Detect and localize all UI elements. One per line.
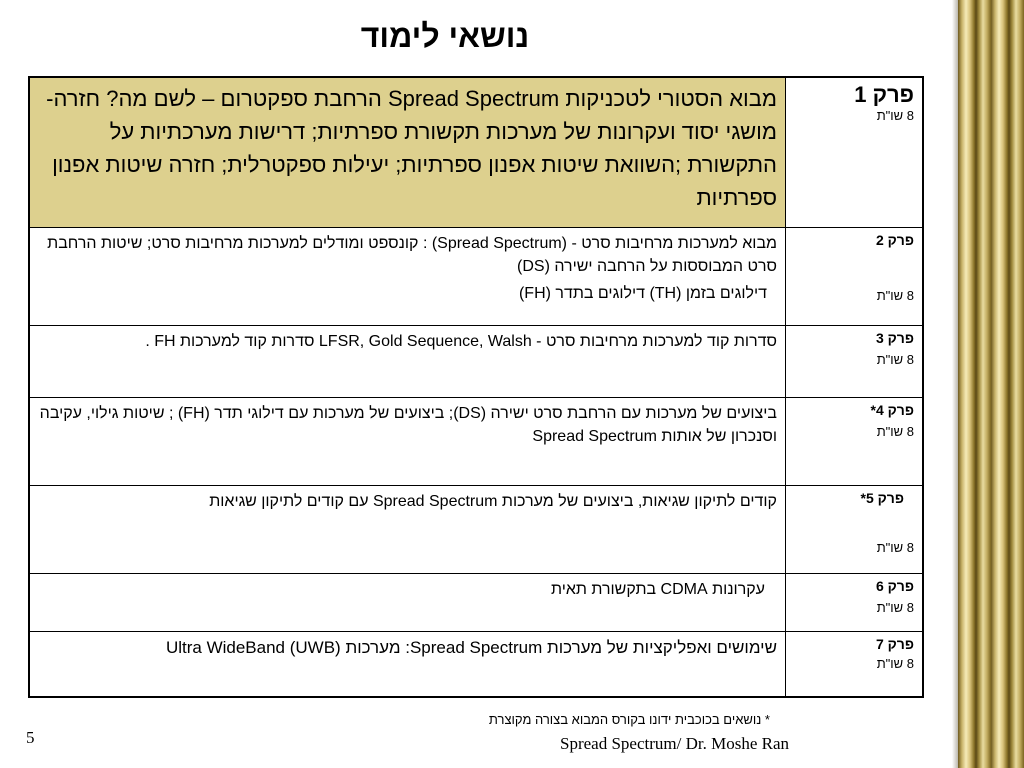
description-cell xyxy=(29,397,786,485)
chapter-label: פרק 3 xyxy=(875,329,914,346)
chapter-cell xyxy=(786,631,924,697)
hours-label: 8 שו"ת xyxy=(876,423,914,439)
description-cell xyxy=(29,325,786,397)
chapter-cell xyxy=(786,573,924,631)
decorative-curtain xyxy=(958,0,1024,768)
hours-label: 8 שו"ת xyxy=(876,351,914,367)
hours-label: 8 שו"ת xyxy=(876,599,914,615)
chapter-description: ביצועים של מערכות עם הרחבת סרט ישירה (DS); ביצועים של מערכות עם דילוגי תדר (FH) ; שיטות גילוי, עקיבה וסנכרון של אותות Spread Spectrum xyxy=(39,404,777,445)
description-cell xyxy=(29,77,786,227)
table-row xyxy=(29,77,923,227)
chapter-description-line2: דילוגים בזמן (TH) דילוגים בתדר (FH) xyxy=(518,284,767,302)
chapter-description: קודים לתיקון שגיאות, ביצועים של מערכות Spread Spectrum עם קודים לתיקון שגיאות xyxy=(209,492,777,510)
hours-label: 8 שו"ת xyxy=(876,287,914,303)
chapter-cell xyxy=(786,227,924,325)
chapter-cell xyxy=(786,485,924,573)
chapter-description: מבוא למערכות מרחיבות סרט - (Spread Spectrum) : קונספט ומודלים למערכות מרחיבות סרט; שיטות הרחבת סרט המבוססות על הרחבה ישירה (DS) xyxy=(47,234,777,275)
description-cell xyxy=(29,573,786,631)
table-row xyxy=(29,631,923,697)
table-row xyxy=(29,397,923,485)
description-cell xyxy=(29,227,786,325)
chapter-label: פרק 1 xyxy=(854,82,914,107)
chapter-label: פרק 4* xyxy=(870,401,914,418)
description-cell xyxy=(29,485,786,573)
chapter-cell xyxy=(786,325,924,397)
chapter-description: עקרונות CDMA בתקשורת תאית xyxy=(550,580,765,598)
hours-label: 8 שו"ת xyxy=(876,108,914,123)
page-title: נושאי לימוד xyxy=(360,18,530,54)
chapter-cell xyxy=(786,397,924,485)
hours-label: 8 שו"ת xyxy=(876,655,914,671)
chapter-description: סדרות קוד למערכות מרחיבות סרט - LFSR, Gold Sequence, Walsh סדרות קוד למערכות FH . xyxy=(145,332,777,350)
description-cell xyxy=(29,631,786,697)
footnote: * נושאים בכוכבית ידונו בקורס המבוא בצורה מקוצרת xyxy=(488,712,770,727)
table-row xyxy=(29,227,923,325)
chapter-description: שימושים ואפליקציות של מערכות Spread Spectrum: מערכות Ultra WideBand (UWB) xyxy=(165,637,777,657)
chapter-label: פרק 6 xyxy=(875,577,914,594)
table-row xyxy=(29,573,923,631)
syllabus-table xyxy=(28,76,924,698)
chapter-cell xyxy=(786,77,924,227)
page-number: 5 xyxy=(26,728,35,747)
table-row xyxy=(29,485,923,573)
chapter-description: מבוא הסטורי לטכניקות Spread Spectrum הרחבת ספקטרום – לשם מה? חזרה- מושגי יסוד ועקרונות של מערכות תקשורת ספרתיות; דרישות מערכתיות על התקשורת ;השוואת שיטות אפנון ספרתיות; יעילות ספקטרלית; חזרה שיטות אפנון ספרתיות xyxy=(46,86,777,210)
chapter-label: פרק 2 xyxy=(875,231,914,248)
table-row xyxy=(29,325,923,397)
chapter-label: פרק 7 xyxy=(875,635,914,652)
slide-credit: Spread Spectrum/ Dr. Moshe Ran xyxy=(560,734,789,753)
hours-label: 8 שו"ת xyxy=(876,539,914,555)
chapter-label: פרק 5* xyxy=(860,489,904,506)
